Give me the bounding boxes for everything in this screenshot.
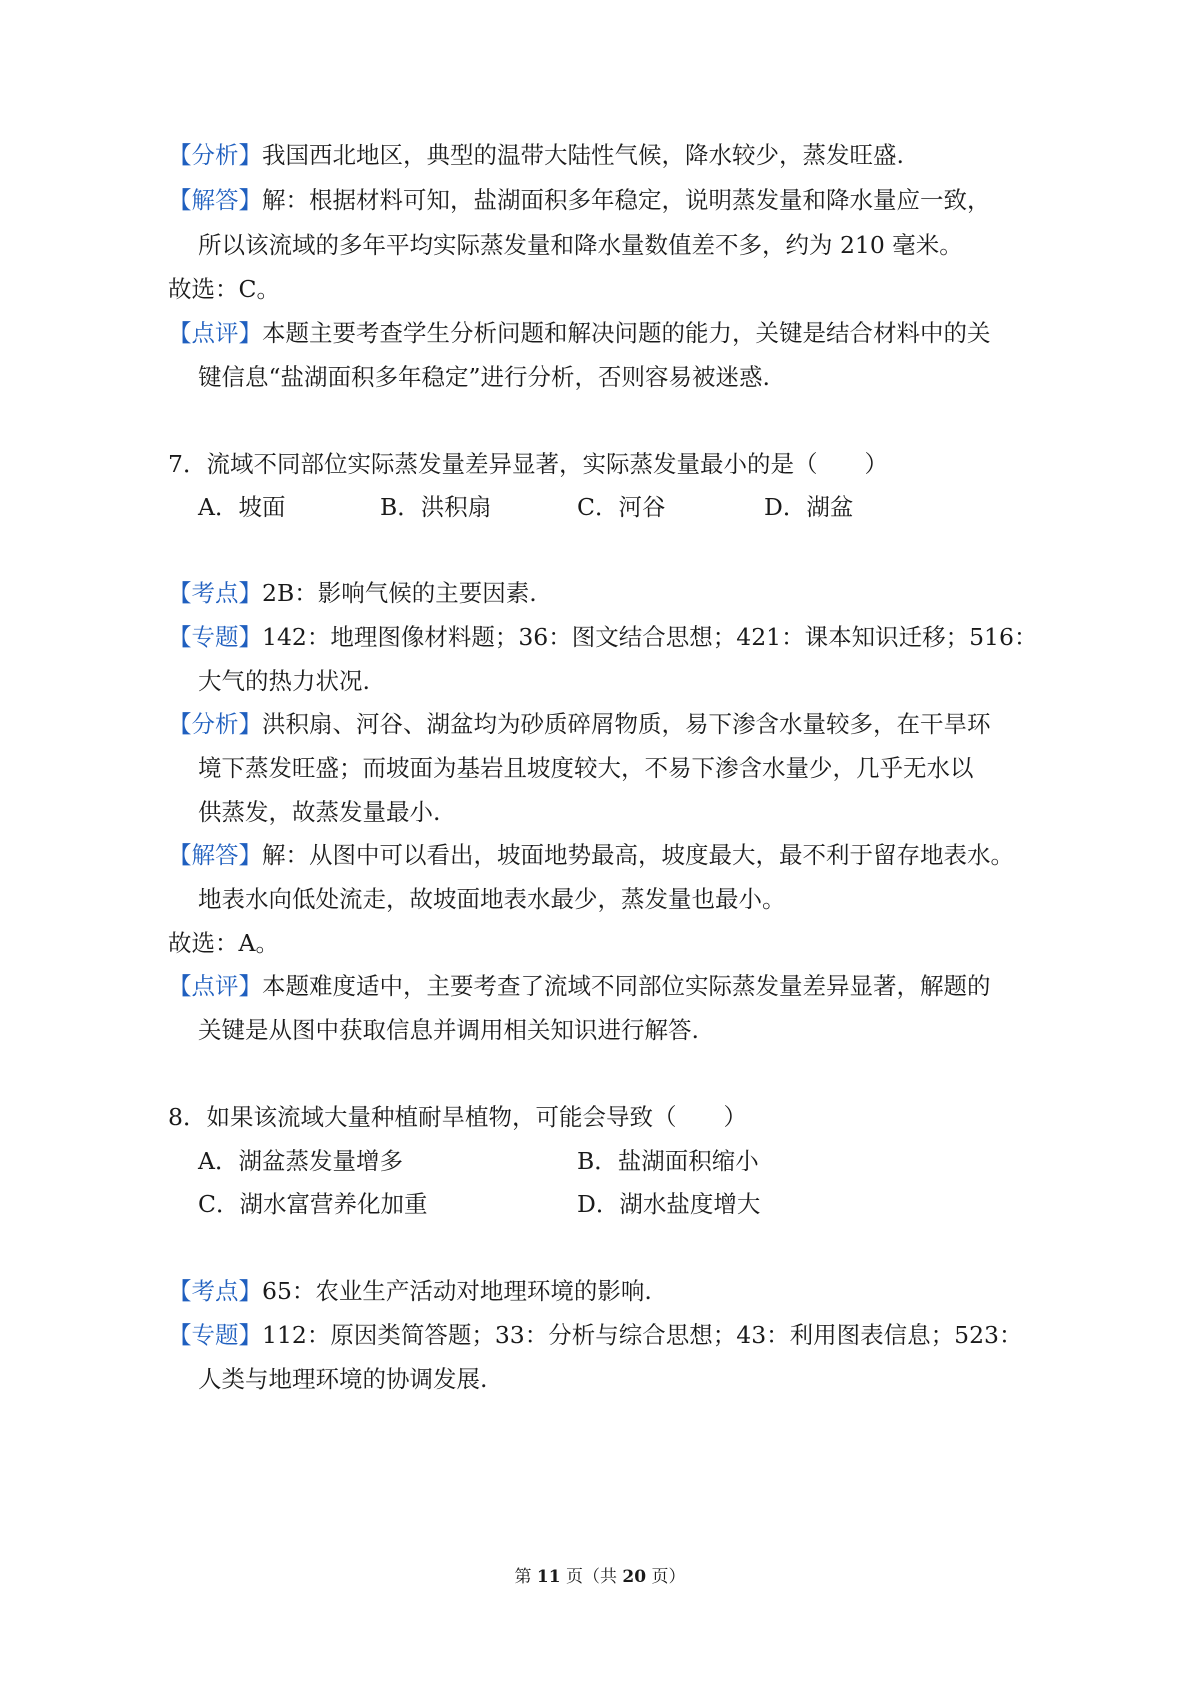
analysis-tag: 【分析】 [168,710,262,738]
topic-text: 142：地理图像材料题；36：图文结合思想；421：课本知识迁移；516： [262,623,1038,651]
comment-tag: 【点评】 [168,319,262,347]
point-tag: 【考点】 [168,579,262,607]
point-line [168,576,537,610]
footer-total-pages: 20 [622,1567,647,1587]
answer-line-1 [168,838,1014,872]
question-8-option-a: A．湖盆蒸发量增多 [198,1147,403,1175]
comment-line-1 [168,316,991,350]
analysis-text: 我国西北地区，典型的温带大陆性气候，降水较少，蒸发旺盛. [262,141,904,169]
analysis-line [168,138,904,172]
comment-line-2: 键信息“盐湖面积多年稳定”进行分析，否则容易被迷惑. [198,363,770,391]
footer-mid: 页（共 [566,1567,617,1587]
answer-tag: 【解答】 [168,186,262,214]
question-8-option-b: B．盐湖面积缩小 [577,1147,759,1175]
choice-line: 故选：C。 [168,275,280,303]
analysis-line-1 [168,707,991,741]
question-7-option-b: B．洪积扇 [380,493,492,521]
topic-text: 112：原因类简答题；33：分析与综合思想；43：利用图表信息；523： [262,1321,1023,1349]
topic-line-1 [168,620,1037,654]
question-7-option-d: D．湖盆 [764,493,854,521]
footer-page-number: 11 [536,1567,561,1587]
footer-suffix: 页） [651,1567,686,1587]
question-7-option-c: C．河谷 [577,493,666,521]
comment-line-2: 关键是从图中获取信息并调用相关知识进行解答. [198,1016,699,1044]
point-line [168,1274,652,1308]
footer-prefix: 第 [514,1567,532,1587]
question-8-option-d: D．湖水盐度增大 [577,1190,761,1218]
question-7-option-a: A．坡面 [198,493,286,521]
analysis-tag: 【分析】 [168,141,262,169]
analysis-text: 洪积扇、河谷、湖盆均为砂质碎屑物质，易下渗含水量较多，在干旱环 [262,710,991,738]
answer-line-2: 地表水向低处流走，故坡面地表水最少，蒸发量也最小。 [198,885,786,913]
choice-line: 故选：A。 [168,929,279,957]
analysis-line-3: 供蒸发，故蒸发量最小. [198,798,441,826]
topic-tag: 【专题】 [168,1321,262,1349]
comment-text: 本题主要考查学生分析问题和解决问题的能力，关键是结合材料中的关 [262,319,991,347]
topic-line-2: 大气的热力状况. [198,667,370,695]
page-footer [0,1565,1200,1589]
answer-line-1 [168,183,991,217]
comment-line-1 [168,969,991,1003]
point-tag: 【考点】 [168,1277,262,1305]
topic-line-2: 人类与地理环境的协调发展. [198,1365,488,1393]
comment-tag: 【点评】 [168,972,262,1000]
point-text: 65：农业生产活动对地理环境的影响. [262,1277,652,1305]
topic-line-1 [168,1318,1023,1352]
topic-tag: 【专题】 [168,623,262,651]
answer-tag: 【解答】 [168,841,262,869]
question-8-option-c: C．湖水富营养化加重 [198,1190,428,1218]
answer-line-2: 所以该流域的多年平均实际蒸发量和降水量数值差不多，约为 210 毫米。 [198,231,963,259]
analysis-line-2: 境下蒸发旺盛；而坡面为基岩且坡度较大，不易下渗含水量少，几乎无水以 [198,754,974,782]
question-7-stem: 7．流域不同部位实际蒸发量差异显著，实际蒸发量最小的是（ ） [168,450,888,478]
point-text: 2B：影响气候的主要因素. [262,579,537,607]
question-8-stem: 8．如果该流域大量种植耐旱植物，可能会导致（ ） [168,1103,747,1131]
answer-text: 解：从图中可以看出，坡面地势最高，坡度最大，最不利于留存地表水。 [262,841,1014,869]
comment-text: 本题难度适中，主要考查了流域不同部位实际蒸发量差异显著，解题的 [262,972,991,1000]
answer-text: 解：根据材料可知，盐湖面积多年稳定，说明蒸发量和降水量应一致， [262,186,991,214]
